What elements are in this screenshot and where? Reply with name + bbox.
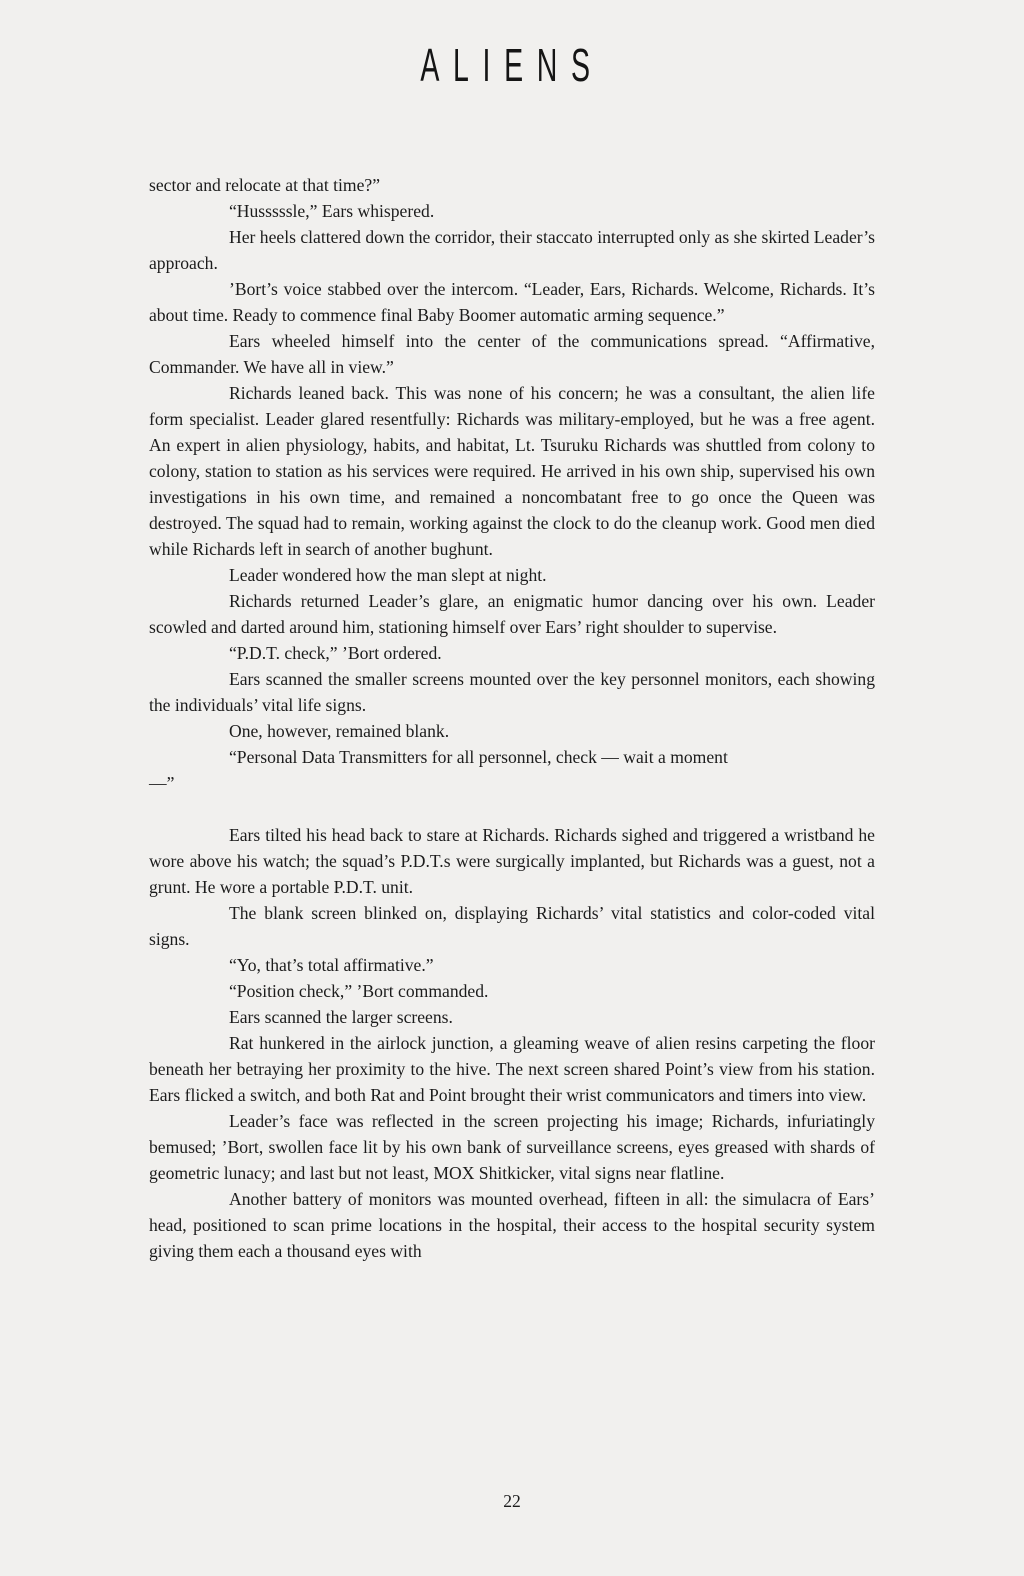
aliens-logo-header: ALIENS — [420, 39, 604, 91]
page-number: 22 — [503, 1491, 521, 1511]
paragraph: Ears scanned the larger screens. — [229, 1007, 453, 1027]
paragraph: “Personal Data Transmitters for all personnel, check — wait a moment — [229, 747, 728, 767]
paragraph: sector and relocate at that time?” — [149, 175, 381, 195]
paragraph: Richards returned Leader’s glare, an enigmatic humor dancing over his own. Leader scowled and darted around him, stationing himself over Ears’ right shoulder to supervise. — [149, 591, 875, 637]
paragraph: Ears scanned the smaller screens mounted over the key personnel monitors, each showing the individuals’ vital life signs. — [149, 669, 875, 715]
paragraph: Rat hunkered in the airlock junction, a gleaming weave of alien resins carpeting the floor beneath her betraying her proximity to the hive. The next screen shared Point’s view from his station. Ears flicked a switch, and both Rat and Point brought their wrist communicators and timers into view. — [149, 1033, 875, 1105]
paragraph: Another battery of monitors was mounted overhead, fifteen in all: the simulacra of Ears’ head, positioned to scan prime locations in the hospital, their access to the hospital security system giving them each a thousand eyes with — [149, 1189, 875, 1261]
paragraph: Richards leaned back. This was none of his concern; he was a consultant, the alien life form specialist. Leader glared resentfully: Richards was military-employed, but he was a free agent. An expert in alien physiology, habits, and habitat, Lt. Tsuruku Richards was shuttled from colony to colony, station to station as his services were required. He arrived in his own ship, supervised his own investigations in his own time, and remained a noncombatant free to go once the Queen was destroyed. The squad had to remain, working against the clock to do the cleanup work. Good men died while Richards left in search of another bughunt. — [149, 383, 875, 559]
paragraph: One, however, remained blank. — [229, 721, 450, 741]
paragraph: Ears tilted his head back to stare at Richards. Richards sighed and triggered a wristband he wore above his watch; the squad’s P.D.T.s were surgically implanted, but Richards was a guest, not a grunt. He wore a portable P.D.T. unit. — [149, 825, 875, 897]
paragraph: Her heels clattered down the corridor, their staccato interrupted only as she skirted Leader’s approach. — [149, 227, 875, 273]
paragraph: “P.D.T. check,” ’Bort ordered. — [229, 643, 442, 663]
paragraph: Ears wheeled himself into the center of the communications spread. “Affirmative, Commander. We have all in view.” — [149, 331, 875, 377]
body-text — [149, 172, 875, 1264]
paragraph: —” — [149, 773, 175, 793]
paragraph: “Husssssle,” Ears whispered. — [229, 201, 435, 221]
paragraph: The blank screen blinked on, displaying Richards’ vital statistics and color-coded vital signs. — [149, 903, 875, 949]
paragraph: ’Bort’s voice stabbed over the intercom. “Leader, Ears, Richards. Welcome, Richards. It’s about time. Ready to commence final Baby Boomer automatic arming sequence.” — [149, 279, 875, 325]
paragraph: “Position check,” ’Bort commanded. — [229, 981, 489, 1001]
paragraph: “Yo, that’s total affirmative.” — [229, 955, 434, 975]
paragraph: Leader’s face was reflected in the screen projecting his image; Richards, infuriatingly bemused; ’Bort, swollen face lit by his own bank of surveillance screens, eyes greased with shards of geometric lunacy; and last but not least, MOX Shitkicker, vital signs near flatline. — [149, 1111, 875, 1183]
paragraph: Leader wondered how the man slept at night. — [229, 565, 547, 585]
